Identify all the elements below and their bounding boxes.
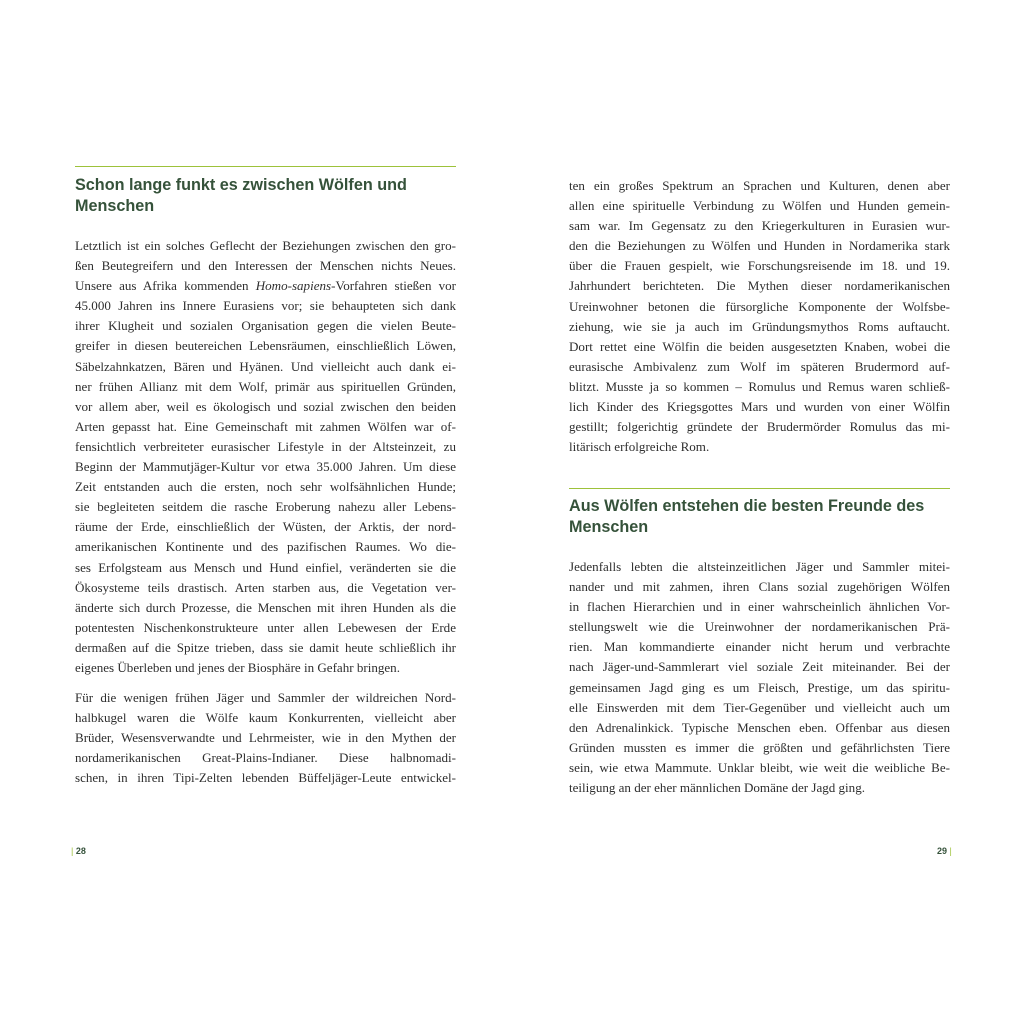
text-line: greifer in diesen beutereichen Lebensräumen, einschließlich Löwen, <box>75 338 456 354</box>
text-line: ihrer Klugheit und sozialen Organisation gegen die vielen Beute- <box>75 318 456 334</box>
text-line: Ureinwohner betonen die fürsorgliche Komponente der Wolfsbe- <box>569 298 950 314</box>
text-line: amerikanischen Kontinente und des pazifischen Raumes. Wo die- <box>75 539 456 555</box>
text-line: stellungswelt wie die Ureinwohner der nordamerikanischen Prä- <box>569 619 950 635</box>
section-divider-right <box>569 488 950 489</box>
text-line: den Adrenalinkick. Typische Menschen eben. Offenbar aus diesen <box>569 719 950 735</box>
text-line: eurasische Ambivalenz zum Wolf im späteren Brudermord auf- <box>569 358 950 374</box>
heading-line: Menschen <box>75 197 155 215</box>
heading-line: Menschen <box>569 518 649 536</box>
text-line: Gründen mussten es immer die größten und gefährlichsten Tiere <box>569 739 950 755</box>
heading-line: Aus Wölfen entstehen die besten Freunde des <box>569 497 925 515</box>
text-line: elle Einswerden mit dem Tier-Gegenüber und vielleicht auch um <box>569 699 950 715</box>
text-line: 45.000 Jahren ins Innere Eurasiens vor; sie behaupteten sich dank <box>75 298 456 314</box>
text-line: Säbelzahnkatzen, Bären und Hyänen. Und vielleicht auch dank ei- <box>75 358 456 374</box>
text-line: räume der Erde, einschließlich der Wüsten, der Arktis, der nord- <box>75 519 456 535</box>
text-line: änderte sich durch Prozesse, die Menschen mit ihren Hunden als die <box>75 599 456 615</box>
left-paragraph-1 <box>75 236 456 678</box>
text-line: sie begleiteten seitdem die rasche Eroberung nahezu aller Lebens- <box>75 499 456 515</box>
text-line: den die Beziehungen zu Wölfen und Hunden in Nordamerika stark <box>569 238 950 254</box>
text-line: lich Kinder des Kriegsgottes Mars und wurden von einer Wölfin <box>569 399 950 415</box>
page-number-value: 29 <box>937 846 948 856</box>
text-line: ses Erfolgsteam aus Mensch und Hund einfiel, veränderten sie die <box>75 559 456 575</box>
text-line: allen eine spirituelle Verbindung zu Wölfen und Hunden gemein- <box>569 198 950 214</box>
text-line: Jahrhundert berichteten. Die Mythen dieser nordamerikanischen <box>569 278 950 294</box>
text-line: Ökosysteme teils drastisch. Arten starben aus, die Vegetation ver- <box>75 579 456 595</box>
page-number-left <box>71 845 86 857</box>
left-paragraph-2 <box>75 688 456 788</box>
right-section-heading <box>569 496 950 538</box>
text-line: halbkugel waren die Wölfe kaum Konkurrenten, vielleicht aber <box>75 710 456 726</box>
text-line: nordamerikanischen Great-Plains-Indianer. Diese halbnomadi- <box>75 750 456 766</box>
text-line: Für die wenigen frühen Jäger und Sammler der wildreichen Nord- <box>75 690 456 705</box>
page-number-bar: | <box>949 846 952 856</box>
text-line: Arten gepasst hat. Eine Gemeinschaft mit zahmen Wölfen war of- <box>75 418 456 434</box>
text-line: sam war. Im Gegensatz zu den Kriegerkulturen in Eurasien wur- <box>569 218 950 234</box>
text-line: eigenes Überleben und jenes der Biosphäre in Gefahr bringen. <box>75 659 400 675</box>
text-line: Beginn der Mammutjäger-Kultur vor etwa 35.000 Jahren. Um diese <box>75 459 456 475</box>
section-divider-left <box>75 166 456 167</box>
text-line: Jedenfalls lebten die altsteinzeitlichen Jäger und Sammler mitei- <box>569 559 950 574</box>
text-line: teiligung an der eher männlichen Domäne der Jagd ging. <box>569 780 865 796</box>
text-line: ner frühen Allianz mit dem Wolf, primär aus spirituellen Gründen, <box>75 378 456 394</box>
text-line: ziehung, wie sie ja auch im Gründungsmythos Roms auftaucht. <box>569 318 950 334</box>
text-line: ten ein großes Spektrum an Sprachen und Kulturen, denen aber <box>569 178 950 193</box>
text-line: nach Jäger-und-Sammlerart viel soziale Zeit miteinander. Bei der <box>569 659 950 675</box>
left-section-heading <box>75 175 456 217</box>
right-paragraph-2 <box>569 557 950 798</box>
text-line: Unsere aus Afrika kommenden Homo-sapiens-Vorfahren stießen vor <box>75 278 456 294</box>
text-line: Dort rettet eine Wölfin die beiden ausgesetzten Knaben, wobei die <box>569 338 950 354</box>
text-line: Zeit entstanden auch die ersten, noch sehr wolfsähnlichen Hunde; <box>75 479 456 495</box>
heading-line: Schon lange funkt es zwischen Wölfen und <box>75 176 407 194</box>
text-line: potentesten Nischenkonstrukteure unter allen Lebewesen der Erde <box>75 619 456 635</box>
text-line: blitzt. Musste ja so kommen – Romulus und Remus waren schließ- <box>569 378 950 394</box>
text-line: vor allem aber, weil es ökologisch und sozial zwischen den beiden <box>75 398 456 414</box>
emphasis: Homo-sapiens <box>255 278 332 294</box>
text-line: dermaßen auf die Spitze trieben, dass sie damit heute schließlich ihr <box>75 639 456 655</box>
text-line: Letztlich ist ein solches Geflecht der Beziehungen zwischen den gro- <box>75 238 456 253</box>
text-line: litärisch erfolgreiche Rom. <box>569 439 710 455</box>
text-line: über die Frauen gespielt, wie Forschungsreisende im 18. und 19. <box>569 258 950 274</box>
text-line: nander und mit zahmen, ihren Clans sozial zugehörigen Wölfen <box>569 579 950 595</box>
page-number-right <box>937 845 952 857</box>
page-number-value: 28 <box>75 846 86 856</box>
text-line: sein, wie etwa Mammute. Unklar bleibt, wie weit die weibliche Be- <box>569 759 950 775</box>
text-line: in flachen Hierarchien und in einer wahrscheinlich ähnlichen Vor- <box>569 599 950 615</box>
text-line: ßen Beutegreifern und den Interessen der Menschen nichts Neues. <box>75 258 456 274</box>
text-line: gemeinsamen Jagd ging es um Fleisch, Prestige, um das spiritu- <box>569 679 950 695</box>
text-line: gestillt; folgerichtig gründete der Brudermörder Romulus das mi- <box>569 419 950 435</box>
text-line: fensichtlich verbreiteter eurasischer Lifestyle in der Altsteinzeit, zu <box>75 438 456 454</box>
right-paragraph-1 <box>569 176 950 457</box>
text-line: rien. Man kommandierte einander nicht herum und verbrachte <box>569 639 950 655</box>
page-number-bar: | <box>71 846 74 856</box>
text-line: schen, in ihren Tipi-Zelten lebenden Büffeljäger-Leute entwickel- <box>75 770 456 786</box>
text-line: Brüder, Wesensverwandte und Lehrmeister, wie in den Mythen der <box>75 730 456 746</box>
